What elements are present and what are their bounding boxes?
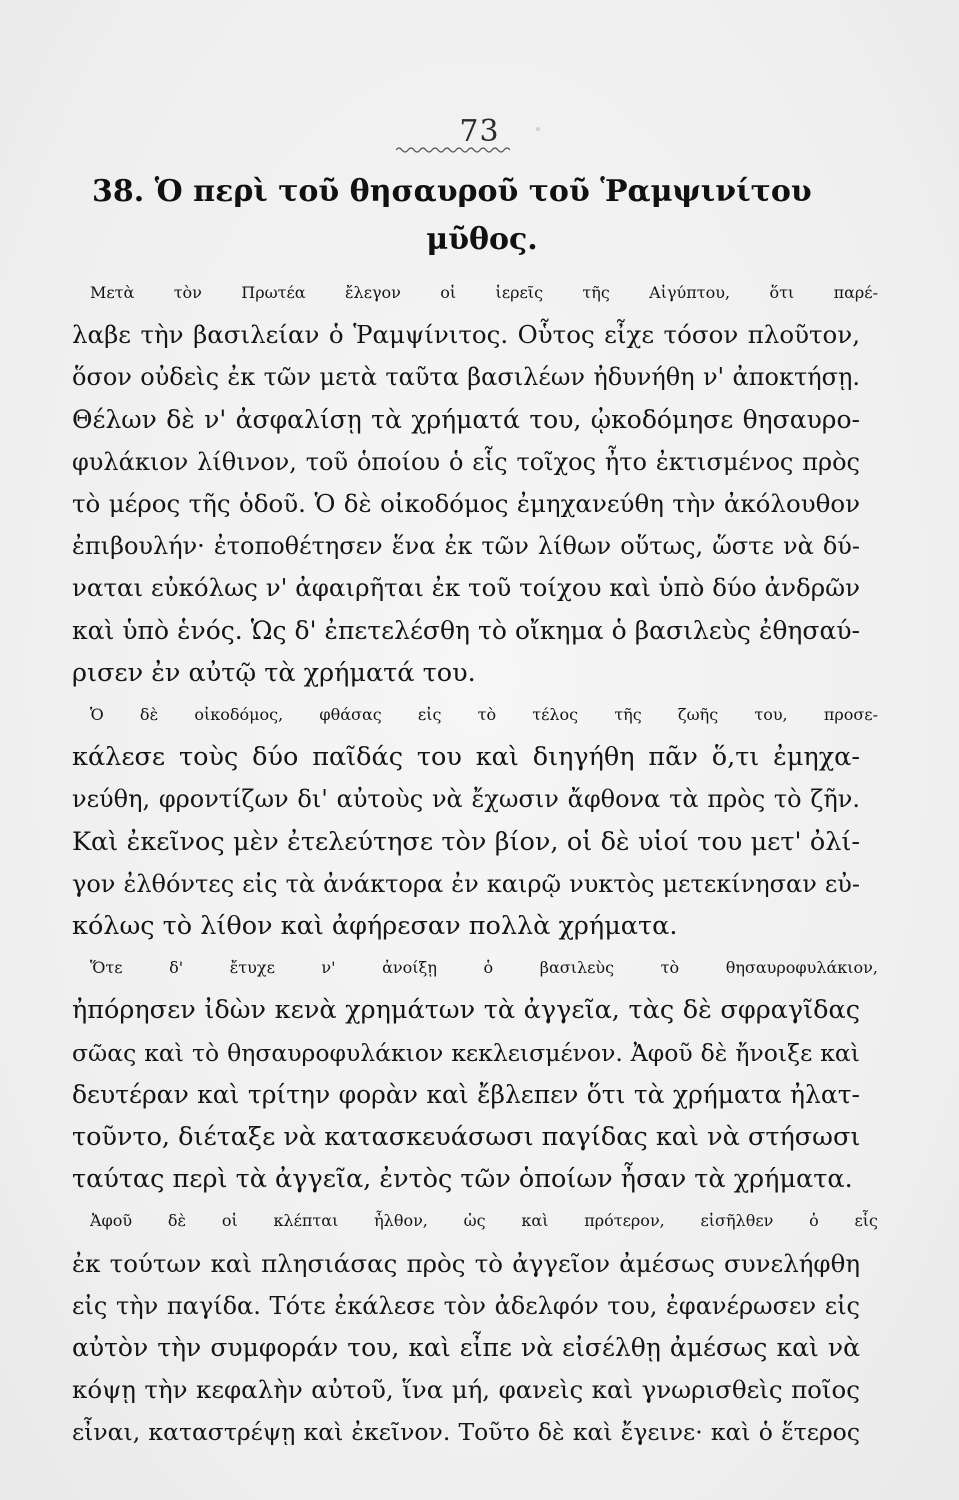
text-line: Ὁ δὲ οἰκοδόμος, φθάσας εἰς τὸ τέλος τῆς ζωῆς του, προσε- [90, 705, 878, 725]
text-line: γον ἐλθόντες εἰς τὰ ἀνάκτορα ἐν καιρῷ νυκτὸς μετεκίνησαν εὐ- [72, 869, 860, 898]
text-line: κάλεσε τοὺς δύο παῖδάς του καὶ διηγήθη πᾶν ὅ,τι ἐμηχα- [72, 742, 860, 773]
text-line: Ἀφοῦ δὲ οἱ κλέπται ἦλθον, ὡς καὶ πρότερον, εἰσῆλθεν ὁ εἷς [90, 1211, 878, 1231]
text-line: τοῦντο, διέταξε νὰ κατασκευάσωσι παγίδας καὶ νὰ στήσωσι [72, 1122, 861, 1153]
paper-speck [536, 127, 540, 131]
text-line: Ὅτε δ' ἔτυχε ν' ἀνοίξῃ ὁ βασιλεὺς τὸ θησαυροφυλάκιον, [90, 958, 878, 978]
text-line: καὶ ὑπὸ ἑνός. Ὡς δ' ἐπετελέσθη τὸ οἴκημα ὁ βασιλεὺς ἐθησαύ- [72, 615, 860, 645]
text-line: φυλάκιον λίθινον, τοῦ ὁποίου ὁ εἷς τοῖχος ἦτο ἐκτισμένος πρὸς [72, 447, 860, 476]
section-heading [92, 168, 872, 264]
text-line: νεύθη, φροντίζων δι' αὐτοὺς νὰ ἔχωσιν ἄφθονα τὰ πρὸς τὸ ζῆν. [72, 785, 860, 814]
heading-line-2: μῦθος. [426, 222, 538, 257]
text-line: λαβε τὴν βασιλείαν ὁ Ῥαμψίνιτος. Οὗτος εἶχε τόσον πλοῦτον, [72, 320, 860, 350]
text-line: αὐτὸν τὴν συμφοράν του, καὶ εἶπε νὰ εἰσέλθῃ ἀμέσως καὶ νὰ [72, 1333, 860, 1363]
text-line: ἐκ τούτων καὶ πλησιάσας πρὸς τὸ ἀγγεῖον ἀμέσως συνελήφθη [72, 1248, 860, 1278]
text-line: Θέλων δὲ ν' ἀσφαλίσῃ τὰ χρήματά του, ᾠκοδόμησε θησαυρο- [72, 404, 860, 434]
page-number: 73 [459, 114, 500, 149]
text-line: τὸ μέρος τῆς ὁδοῦ. Ὁ δὲ οἰκοδόμος ἐμηχανεύθη τὴν ἀκόλουθον [72, 489, 860, 519]
text-line: Καὶ ἐκεῖνος μὲν ἐτελεύτησε τὸν βίον, οἱ δὲ υἱοί του μετ' ὀλί- [72, 826, 860, 857]
text-line: ἠπόρησεν ἰδὼν κενὰ χρημάτων τὰ ἀγγεῖα, τὰς δὲ σφραγῖδας [72, 995, 860, 1026]
text-line: Μετὰ τὸν Πρωτέα ἔλεγον οἱ ἱερεῖς τῆς Αἰγύπτου, ὅτι παρέ- [90, 283, 878, 302]
text-line: δευτέραν καὶ τρίτην φορὰν καὶ ἔβλεπεν ὅτι τὰ χρήματα ἠλατ- [72, 1079, 860, 1109]
text-line: κόλως τὸ λίθον καὶ ἀφήρεσαν πολλὰ χρήματα. [72, 911, 678, 942]
wavy-rule-ornament [396, 146, 510, 154]
text-line: ἐπιβουλήν· ἐτοποθέτησεν ἕνα ἐκ τῶν λίθων οὕτως, ὥστε νὰ δύ- [72, 532, 860, 561]
text-line: κόψῃ τὴν κεφαλὴν αὐτοῦ, ἵνα μή, φανεὶς καὶ γνωρισθεὶς ποῖος [72, 1375, 860, 1405]
text-line: ταύτας περὶ τὰ ἀγγεῖα, ἐντὸς τῶν ὁποίων ἦσαν τὰ χρήματα. [72, 1164, 853, 1195]
heading-line-1: 38. Ὁ περὶ τοῦ θησαυροῦ τοῦ Ῥαμψινίτου [92, 174, 812, 209]
text-line: ναται εὐκόλως ν' ἀφαιρῆται ἐκ τοῦ τοίχου καὶ ὑπὸ δύο ἀνδρῶν [72, 573, 860, 603]
body-text [72, 272, 878, 1454]
text-line: ὅσον οὐδεὶς ἐκ τῶν μετὰ ταῦτα βασιλέων ἠδυνήθη ν' ἀποκτήσῃ. [72, 363, 860, 392]
text-line: σῶας καὶ τὸ θησαυροφυλάκιον κεκλεισμένον. Ἀφοῦ δὲ ἤνοιξε καὶ [72, 1038, 860, 1067]
text-line: ρισεν ἐν αὐτῷ τὰ χρήματά του. [72, 657, 476, 688]
text-line: εἰς τὴν παγίδα. Τότε ἐκάλεσε τὸν ἀδελφόν του, ἐφανέρωσεν εἰς [72, 1291, 860, 1320]
text-line: εἶναι, καταστρέψῃ καὶ ἐκεῖνον. Τοῦτο δὲ καὶ ἔγεινε· καὶ ὁ ἕτερος [72, 1418, 860, 1447]
